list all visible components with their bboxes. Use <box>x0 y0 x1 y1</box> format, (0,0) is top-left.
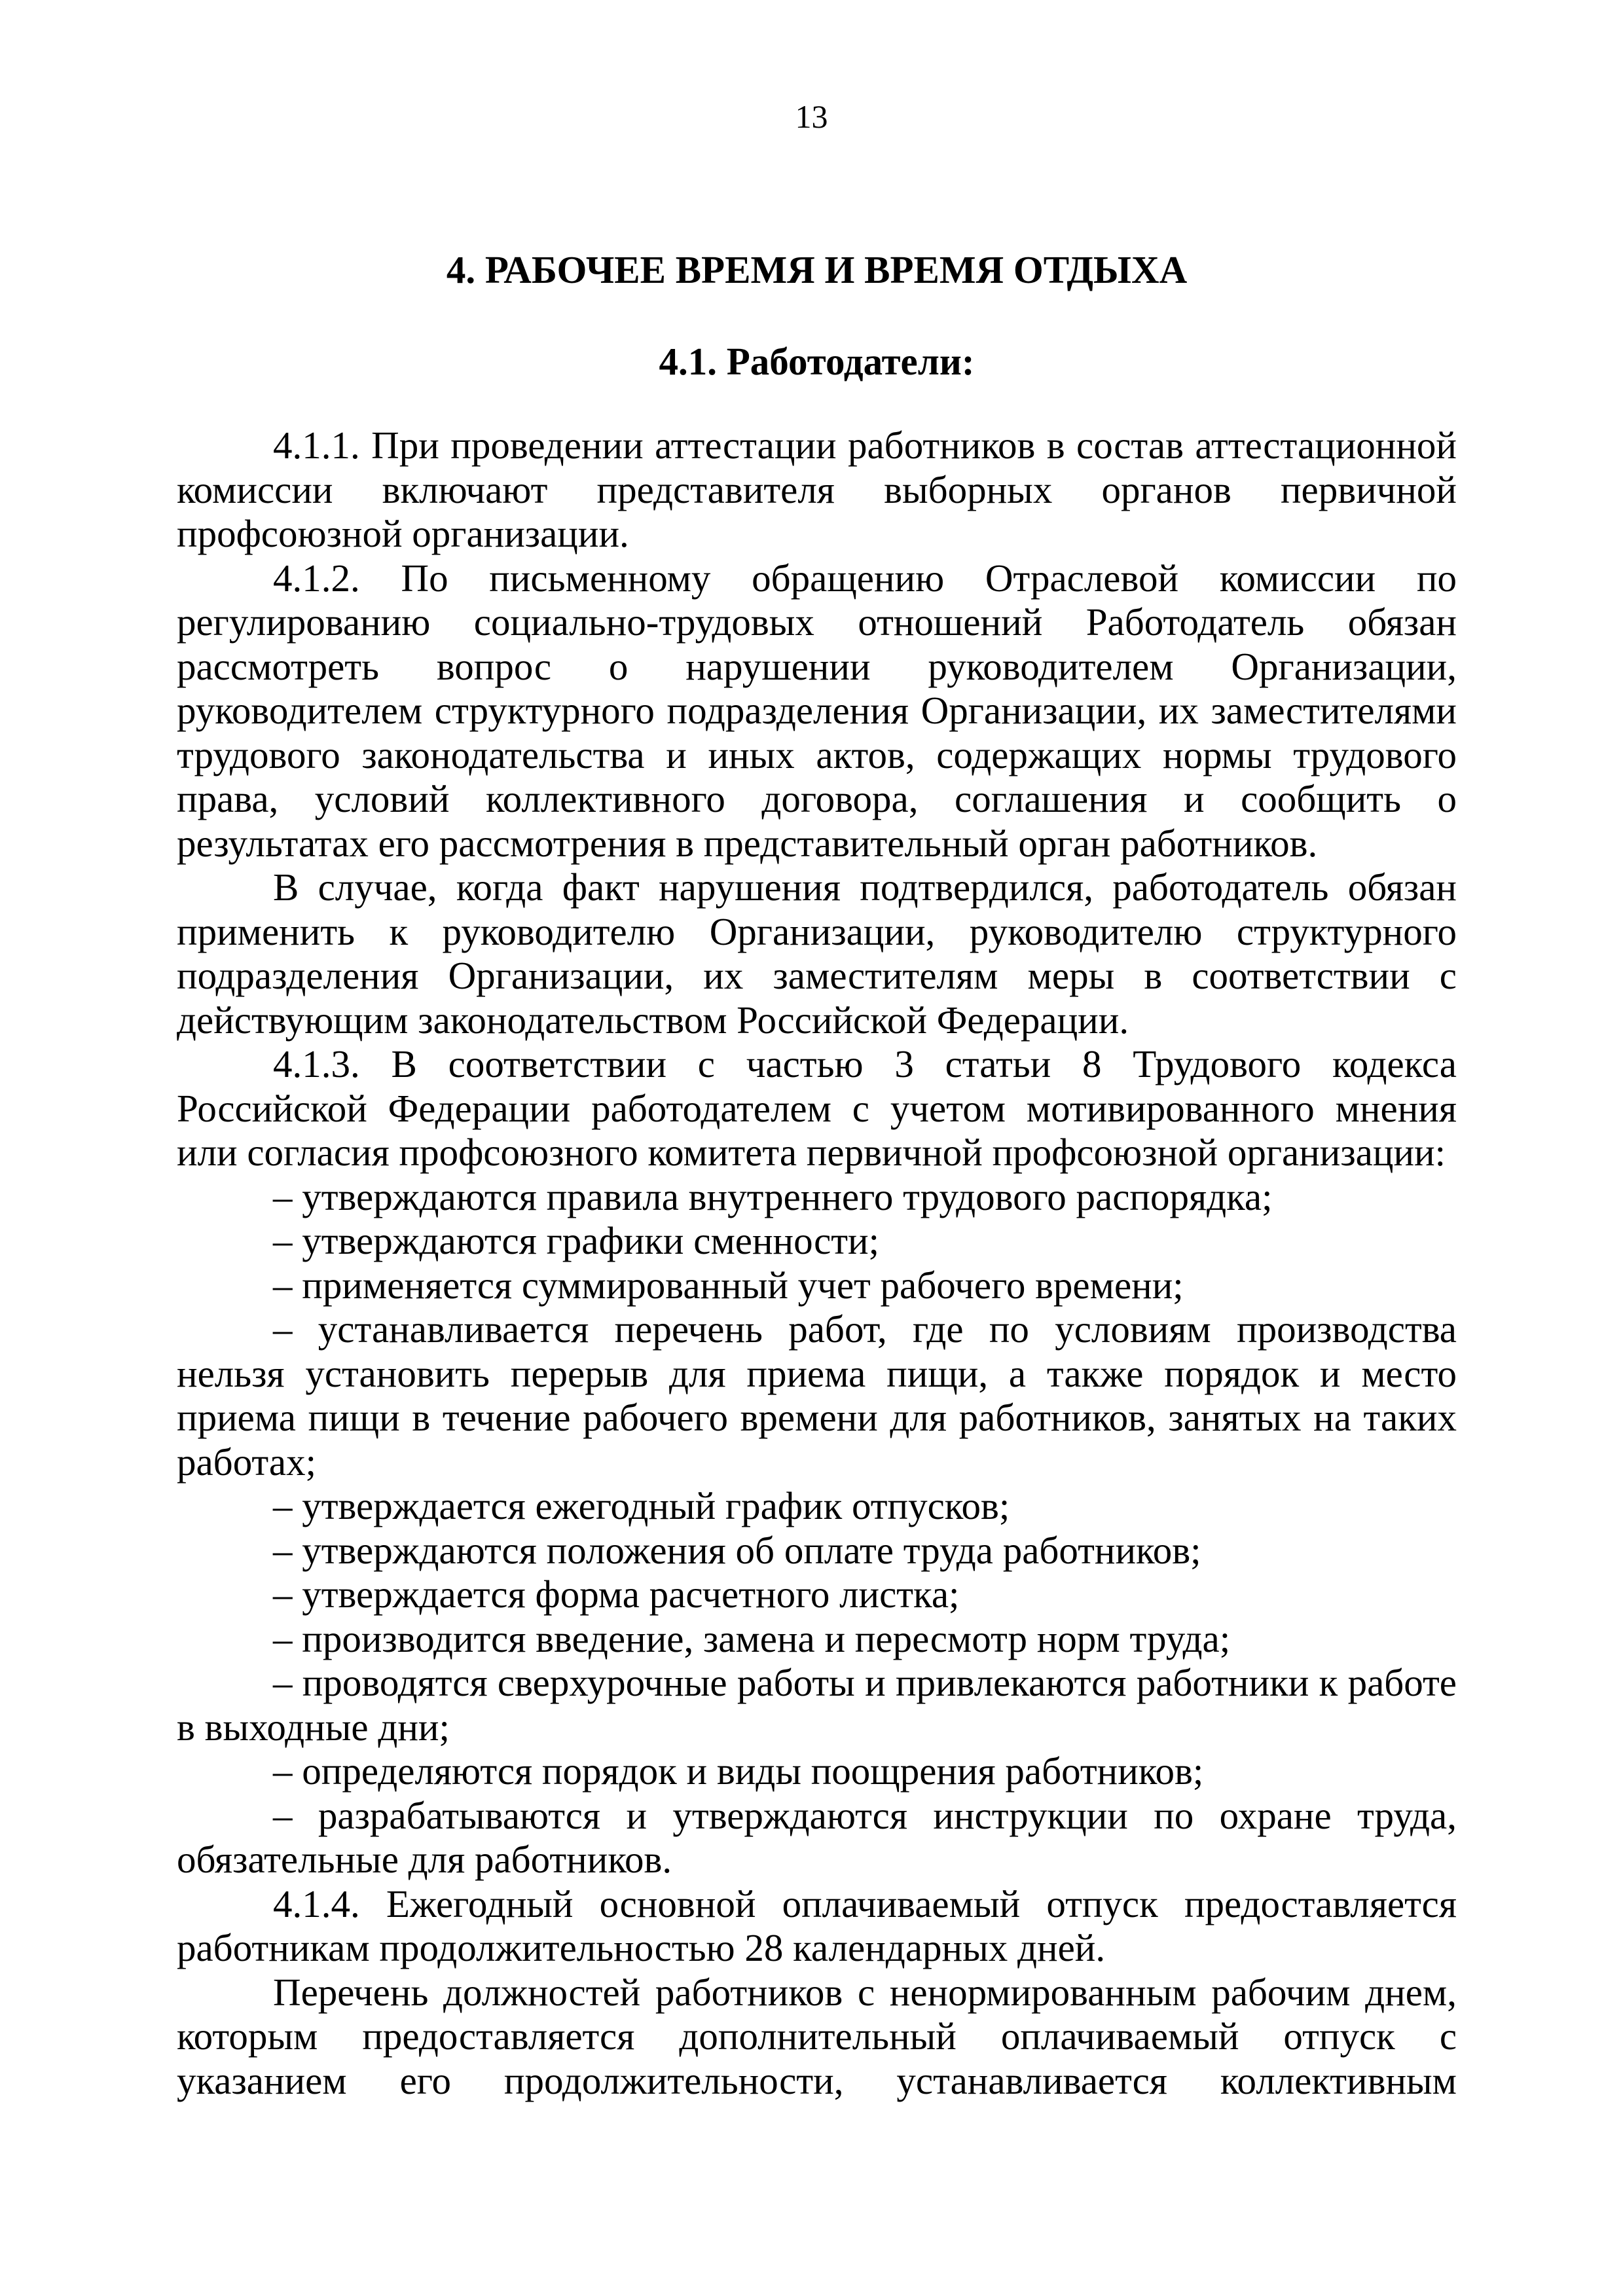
list-item: – утверждаются графики сменности; <box>273 1219 880 1262</box>
paragraph-irregular-hours: Перечень должностей работников с ненормированным рабочим днем, которым предоставляется дополнительный оплачиваемый отпуск с указанием его продолжительности, устанавливается коллективным <box>177 1970 1457 2102</box>
list-item: – применяется суммированный учет рабочего времени; <box>273 1263 1184 1307</box>
paragraph-4-1-1: 4.1.1. При проведении аттестации работников в состав аттестационной комиссии включают представителя выборных органов первичной профсоюзной организации. <box>177 424 1457 555</box>
page-number: 13 <box>795 98 828 135</box>
subsection-title: 4.1. Работодатели: <box>659 340 975 383</box>
list-item: – утверждается форма расчетного листка; <box>273 1573 960 1616</box>
paragraph-4-1-2: 4.1.2. По письменному обращению Отраслевой комиссии по регулированию социально-трудовых отношений Работодатель обязан рассмотреть вопрос о нарушении руководителем Организации, руководителем структурного подразделения Организации, их заместителями трудового законодательства и иных актов, содержащих нормы трудового права, условий коллективного договора, соглашения и сообщить о результатах его рассмотрения в представительный орган работников. <box>177 556 1457 865</box>
paragraph-4-1-3: 4.1.3. В соответствии с частью 3 статьи 8 Трудового кодекса Российской Федерации работодателем с учетом мотивированного мнения или согласия профсоюзного комитета первичной профсоюзной организации: <box>177 1042 1457 1174</box>
list-item: – проводятся сверхурочные работы и привлекаются работники к работе в выходные дни; <box>177 1661 1457 1749</box>
list-item: – утверждаются положения об оплате труда работников; <box>273 1528 1201 1572</box>
document-body <box>177 424 1457 2103</box>
list-item: – устанавливается перечень работ, где по условиям производства нельзя установить перерыв для приема пищи, а также порядок и место приема пищи в течение рабочего времени для работников, занятых на таких работах; <box>177 1307 1457 1484</box>
paragraph-violation-case: В случае, когда факт нарушения подтвердился, работодатель обязан применить к руководителю Организации, руководителю структурного подразделения Организации, их заместителям меры в соответствии с действующим законодательством Российской Федерации. <box>177 866 1457 1042</box>
list-item: – определяются порядок и виды поощрения работников; <box>273 1749 1204 1793</box>
list-item: – разрабатываются и утверждаются инструкции по охране труда, обязательные для работников. <box>177 1793 1457 1881</box>
paragraph-4-1-4: 4.1.4. Ежегодный основной оплачиваемый отпуск предоставляется работникам продолжительностью 28 календарных дней. <box>177 1882 1457 1969</box>
list-item: – утверждаются правила внутреннего трудового распорядка; <box>273 1175 1273 1218</box>
list-item: – утверждается ежегодный график отпусков; <box>273 1484 1010 1527</box>
section-title: 4. РАБОЧЕЕ ВРЕМЯ И ВРЕМЯ ОТДЫХА <box>446 248 1188 291</box>
list-item: – производится введение, замена и пересмотр норм труда; <box>273 1616 1231 1660</box>
